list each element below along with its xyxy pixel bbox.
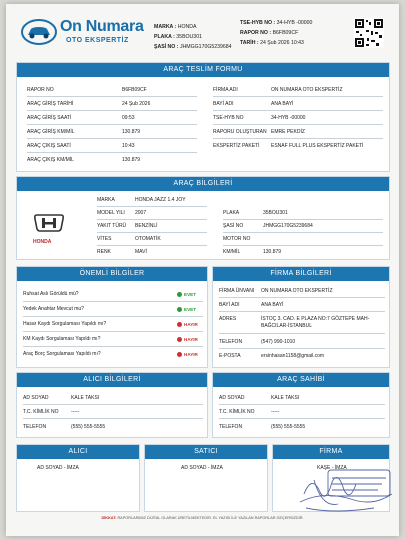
company-row: TELEFON (547) 990-1010 xyxy=(219,339,296,345)
buyer-info-title: ALICI BİLGİLERİ xyxy=(17,373,207,387)
owner-row: TELEFON (555) 555-5555 xyxy=(219,424,306,430)
honda-logo-icon xyxy=(31,213,67,237)
company-address-line2: BAĞCILAR-İSTANBUL xyxy=(261,323,313,329)
delivery-row: ARAÇ ÇIKIŞ SAATİ 10:43 xyxy=(27,143,135,149)
delivery-form-section xyxy=(16,62,390,172)
important-info-title: ÖNEMLİ BİLGİLER xyxy=(17,267,207,281)
important-info-section xyxy=(16,266,208,368)
header-rapor: RAPOR NO : B6FB09CF xyxy=(240,30,299,36)
vehicle-row: PLAKA 35BOU301 xyxy=(223,210,288,216)
status-badge: EVET xyxy=(177,291,196,298)
company-row: E-POSTA ersinhasan1158@gmail.com xyxy=(219,353,325,359)
check-icon xyxy=(177,307,182,312)
seller-signature-box xyxy=(144,444,268,512)
company-row: FİRMA ÜNVANI ON NUMARA OTO EKSPERTİZ xyxy=(219,288,333,294)
delivery-row: BAYİ ADI ANA BAYİ xyxy=(213,101,294,107)
signature-label: AD SOYAD - İMZA xyxy=(181,465,223,471)
header-sasi: ŞASİ NO : JHMGG170G5239684 xyxy=(154,44,232,50)
check-icon xyxy=(177,292,182,297)
delivery-row: EKSPERTİZ PAKETİ ESNAF FULL PLUS EKSPERTİZ PAKETİ xyxy=(213,143,364,149)
qr-code-icon xyxy=(354,18,384,48)
delivery-row: ARAÇ GİRİŞ KM/MİL 130.879 xyxy=(27,129,141,135)
header-marka: MARKA : HONDA xyxy=(154,24,197,30)
brand-subtitle: OTO EKSPERTİZ xyxy=(66,37,129,44)
cross-icon xyxy=(177,352,182,357)
delivery-form-title: ARAÇ TESLİM FORMU xyxy=(17,63,389,77)
status-badge: HAYIR xyxy=(177,336,198,343)
important-row: Hasar Kaydı Sorgulaması Yapıldı mı? xyxy=(23,321,107,327)
footer-note: DİKKAT: RAPORLARIMIZ DİJİTAL OLARAK ÜRETİLMEKTEDİR. EL YAZISI İLE YAZILAN RAPORLAR GEÇERSİZDİR. xyxy=(101,516,304,520)
seller-signature-title: SATICI xyxy=(145,445,267,459)
owner-info-title: ARAÇ SAHİBİ xyxy=(213,373,389,387)
delivery-row: ARAÇ GİRİŞ TARİHİ 24 Şub 2026 xyxy=(27,101,151,107)
status-badge: HAYIR xyxy=(177,321,198,328)
important-row: KM Kaydı Sorgulaması Yapıldı mı? xyxy=(23,336,101,342)
signature-label: KAŞE - İMZA xyxy=(317,465,347,471)
owner-row: AD SOYAD KALE TAKSI xyxy=(219,395,300,401)
car-logo-icon xyxy=(20,18,58,46)
buyer-signature-box xyxy=(16,444,140,512)
vehicle-row: YAKIT TÜRÜ BENZİNLİ xyxy=(97,223,158,229)
delivery-row: RAPOR NO B6FB09CF xyxy=(27,87,147,93)
status-badge: HAYIR xyxy=(177,351,198,358)
delivery-row: RAPORU OLUŞTURAN EMRE PEKDİZ xyxy=(213,129,305,135)
vehicle-row: MARKA HONDA JAZZ 1.4 JOY xyxy=(97,197,186,203)
cross-icon xyxy=(177,322,182,327)
owner-info-section xyxy=(212,372,390,438)
buyer-row: TELEFON (555) 555-5555 xyxy=(23,424,106,430)
owner-row: T.C. KİMLİK NO ----- xyxy=(219,409,280,415)
company-info-section xyxy=(212,266,390,368)
delivery-row: FİRMA ADI ON NUMARA OTO EKSPERTİZ xyxy=(213,87,343,93)
important-row: Yedek Anahtar Mevcut mu? xyxy=(23,306,84,312)
company-row: ADRES İSTOÇ 3. CAD. E PLAZA NO:7 GÖZTEPE MAH- xyxy=(219,316,370,322)
important-row: Ruhsat Aslı Görüldü mü? xyxy=(23,291,79,297)
honda-logo-text: HONDA xyxy=(33,239,52,245)
header-tse: TSE-HYB NO : 34-HYB -00000 xyxy=(240,20,313,26)
company-stamp-icon xyxy=(294,464,398,516)
vehicle-row: MODEL YILI 2007 xyxy=(97,210,147,216)
delivery-row: ARAÇ ÇIKIŞ KM/MİL 130.879 xyxy=(27,157,141,163)
buyer-row: T.C. KİMLİK NO ----- xyxy=(23,409,80,415)
delivery-row: TSE-HYB NO 34-HYB -00000 xyxy=(213,115,306,121)
brand-name: On Numara xyxy=(60,18,144,35)
signature-label: AD SOYAD - İMZA xyxy=(37,465,79,471)
vehicle-row: VİTES OTOMATİK xyxy=(97,236,161,242)
company-info-title: FİRMA BİLGİLERİ xyxy=(213,267,389,281)
buyer-row: AD SOYAD KALE TAKSI xyxy=(23,395,100,401)
report-header xyxy=(6,4,399,56)
vehicle-info-title: ARAÇ BİLGİLERİ xyxy=(17,177,389,191)
important-row: Araç Borç Sorgulaması Yapıldı mı? xyxy=(23,351,101,357)
header-plaka: PLAKA : 35BOU301 xyxy=(154,34,202,40)
company-row: BAYİ ADI ANA BAYİ xyxy=(219,302,284,308)
buyer-signature-title: ALICI xyxy=(17,445,139,459)
header-tarih: TARİH : 24 Şub 2026 10:43 xyxy=(240,40,304,46)
status-badge: EVET xyxy=(177,306,196,313)
company-signature-title: FİRMA xyxy=(273,445,389,459)
vehicle-row: KM/MİL 130.879 xyxy=(223,249,282,255)
report-sheet xyxy=(6,4,399,536)
vehicle-row: ŞASİ NO JHMGG170G5239684 xyxy=(223,223,313,229)
vehicle-info-section xyxy=(16,176,390,260)
vehicle-row: RENK MAVİ xyxy=(97,249,147,255)
cross-icon xyxy=(177,337,182,342)
buyer-info-section xyxy=(16,372,208,438)
delivery-row: ARAÇ GİRİŞ SAATİ 09:53 xyxy=(27,115,135,121)
vehicle-row: MOTOR NO xyxy=(223,236,251,242)
